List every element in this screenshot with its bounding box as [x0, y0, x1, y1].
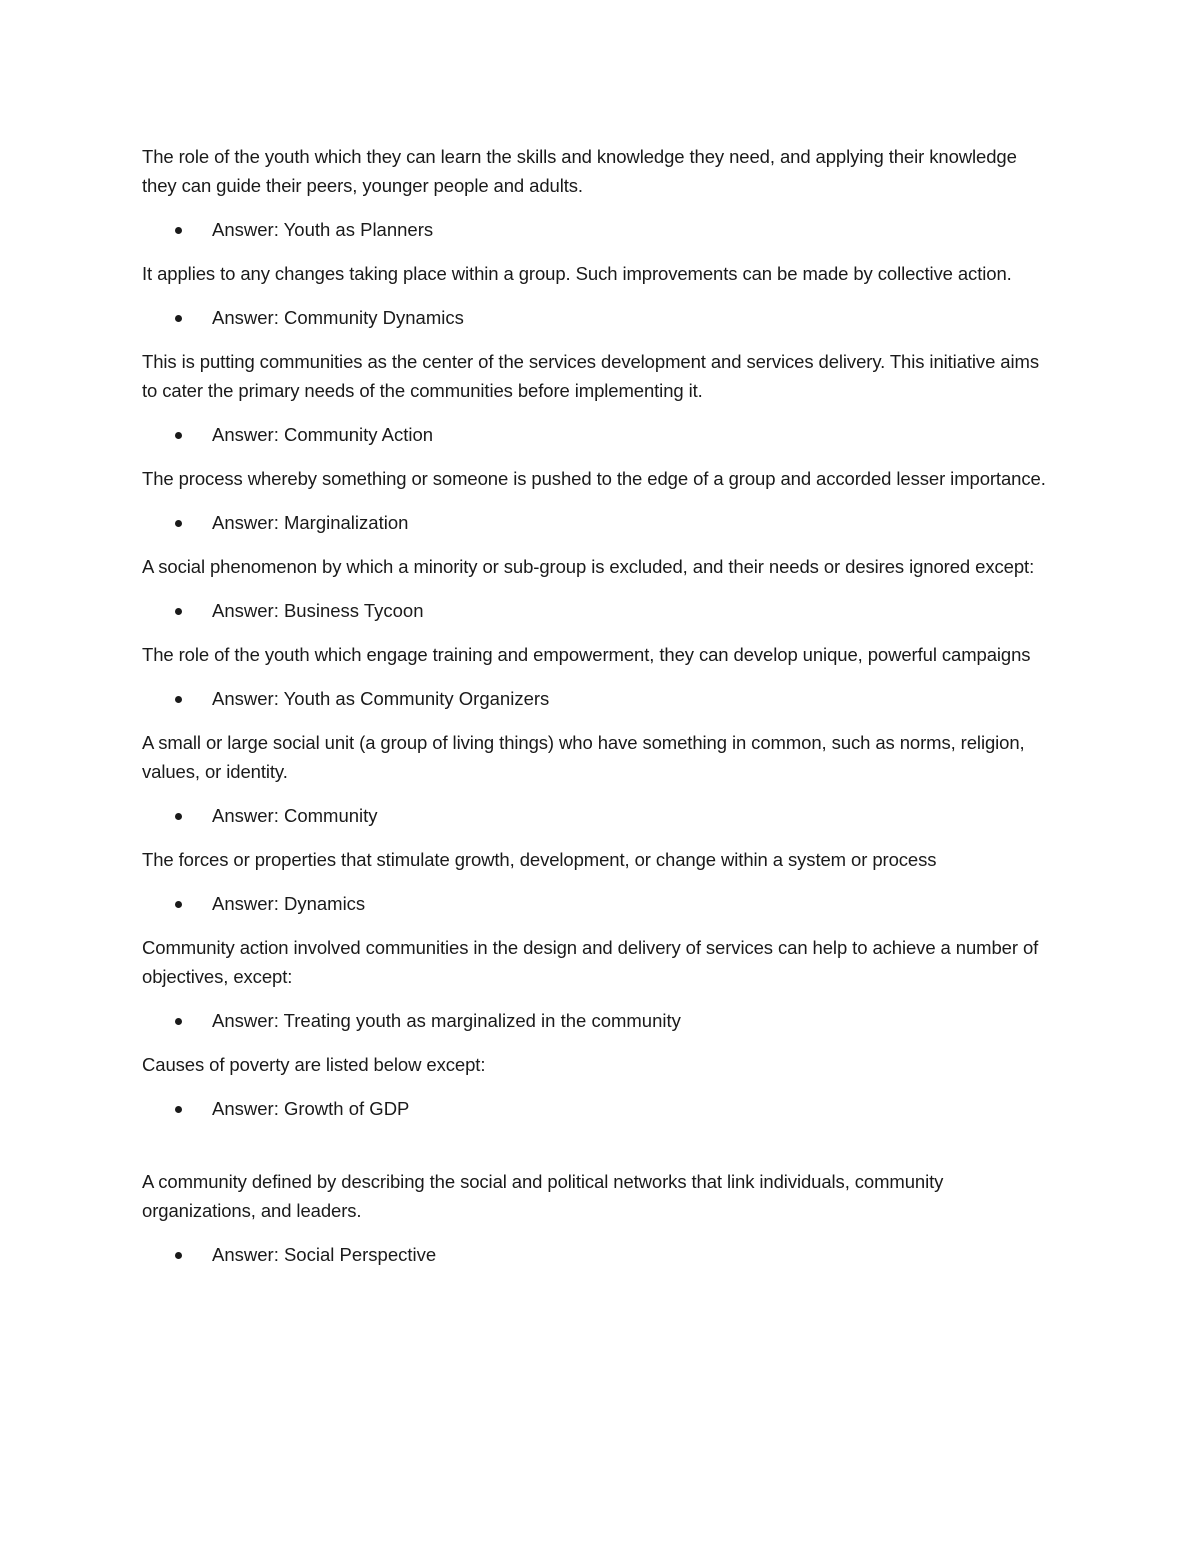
qa-item	[142, 142, 1052, 244]
answer-text: Answer: Dynamics	[212, 893, 366, 914]
bullet-icon	[175, 1252, 182, 1259]
question-text: The process whereby something or someone is pushed to the edge of a group and accorded lesser importance.	[142, 468, 1046, 489]
qa-item	[142, 552, 1052, 625]
qa-item	[142, 1050, 1052, 1123]
bullet-icon	[175, 901, 182, 908]
question-text: The forces or properties that stimulate growth, development, or change within a system or process	[142, 849, 937, 870]
bullet-icon	[175, 696, 182, 703]
answer-list-item	[142, 420, 1052, 449]
question-text: It applies to any changes taking place within a group. Such improvements can be made by collective action.	[142, 263, 1012, 284]
answer-text: Answer: Growth of GDP	[212, 1098, 410, 1119]
bullet-icon	[175, 227, 182, 234]
question-text: The role of the youth which they can learn the skills and knowledge they need, and applying their knowledge they can guide their peers, younger people and adults.	[142, 146, 1017, 196]
answer-list-item	[142, 684, 1052, 713]
answer-text: Answer: Marginalization	[212, 512, 409, 533]
question-text: This is putting communities as the center of the services development and services delivery. This initiative aims to cater the primary needs of the communities before implementing it.	[142, 351, 1039, 401]
question-text: The role of the youth which engage training and empowerment, they can develop unique, powerful campaigns	[142, 644, 1031, 665]
answer-list-item	[142, 596, 1052, 625]
bullet-icon	[175, 813, 182, 820]
qa-item	[142, 728, 1052, 830]
answer-list-item	[142, 801, 1052, 830]
answer-list-item	[142, 1094, 1052, 1123]
qa-item	[142, 845, 1052, 918]
qa-item	[142, 347, 1052, 449]
bullet-icon	[175, 315, 182, 322]
answer-list-item	[142, 215, 1052, 244]
question-text: A small or large social unit (a group of living things) who have something in common, such as norms, religion, values, or identity.	[142, 732, 1025, 782]
bullet-icon	[175, 608, 182, 615]
answer-text: Answer: Youth as Community Organizers	[212, 688, 550, 709]
answer-list-item	[142, 889, 1052, 918]
answer-text: Answer: Youth as Planners	[212, 219, 434, 240]
bullet-icon	[175, 1018, 182, 1025]
answer-text: Answer: Community Action	[212, 424, 434, 445]
bullet-icon	[175, 520, 182, 527]
bullet-icon	[175, 1106, 182, 1113]
question-text: A community defined by describing the social and political networks that link individuals, community organizations, and leaders.	[142, 1171, 944, 1221]
answer-list-item	[142, 508, 1052, 537]
qa-item	[142, 933, 1052, 1035]
qa-item	[142, 640, 1052, 713]
qa-item	[142, 1167, 1052, 1269]
answer-text: Answer: Business Tycoon	[212, 600, 424, 621]
document-body	[142, 142, 1052, 1284]
question-text: Causes of poverty are listed below except:	[142, 1054, 486, 1075]
answer-text: Answer: Treating youth as marginalized in the community	[212, 1010, 681, 1031]
answer-text: Answer: Social Perspective	[212, 1244, 437, 1265]
answer-list-item	[142, 1006, 1052, 1035]
question-text: Community action involved communities in the design and delivery of services can help to achieve a number of objectives, except:	[142, 937, 1039, 987]
answer-list-item	[142, 303, 1052, 332]
bullet-icon	[175, 432, 182, 439]
answer-text: Answer: Community	[212, 805, 378, 826]
answer-list-item	[142, 1240, 1052, 1269]
qa-item	[142, 259, 1052, 332]
qa-item	[142, 464, 1052, 537]
answer-text: Answer: Community Dynamics	[212, 307, 464, 328]
question-text: A social phenomenon by which a minority or sub-group is excluded, and their needs or desires ignored except:	[142, 556, 1035, 577]
